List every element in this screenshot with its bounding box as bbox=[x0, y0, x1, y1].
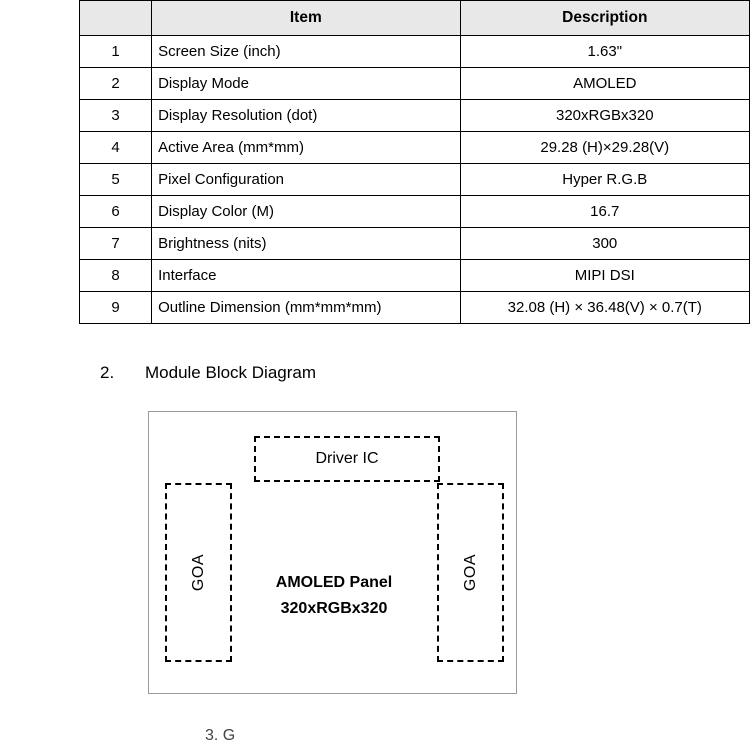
table-row bbox=[80, 196, 750, 228]
table-row bbox=[80, 36, 750, 68]
cell-no: 1 bbox=[80, 36, 152, 68]
cell-item: Active Area (mm*mm) bbox=[152, 132, 460, 164]
cell-desc: 1.63" bbox=[460, 36, 749, 68]
cell-item: Screen Size (inch) bbox=[152, 36, 460, 68]
next-section-partial: 3. G bbox=[205, 727, 236, 744]
cell-desc: 32.08 (H) × 36.48(V) × 0.7(T) bbox=[460, 292, 749, 324]
cell-no: 2 bbox=[80, 68, 152, 100]
table-row bbox=[80, 292, 750, 324]
cell-item: Display Resolution (dot) bbox=[152, 100, 460, 132]
table-row bbox=[80, 164, 750, 196]
cell-no: 9 bbox=[80, 292, 152, 324]
column-header-description: Description bbox=[460, 1, 749, 36]
column-header-no bbox=[80, 1, 152, 36]
cell-no: 3 bbox=[80, 100, 152, 132]
goa-right-block bbox=[437, 483, 504, 662]
cell-item: Interface bbox=[152, 260, 460, 292]
cell-no: 4 bbox=[80, 132, 152, 164]
driver-ic-block bbox=[254, 436, 440, 482]
cell-desc: 29.28 (H)×29.28(V) bbox=[460, 132, 749, 164]
table-row bbox=[80, 132, 750, 164]
table-row bbox=[80, 100, 750, 132]
page-title: Module Block Diagram bbox=[145, 363, 317, 382]
cell-no: 5 bbox=[80, 164, 152, 196]
panel-resolution: 320xRGBx320 bbox=[280, 600, 388, 617]
cell-item: Display Mode bbox=[152, 68, 460, 100]
section-number: 2. bbox=[100, 363, 115, 382]
section-heading bbox=[100, 363, 620, 383]
goa-left-label: GOA bbox=[189, 553, 207, 592]
module-block-diagram bbox=[148, 411, 517, 694]
driver-ic-label: Driver IC bbox=[315, 450, 379, 467]
cell-no: 7 bbox=[80, 228, 152, 260]
column-header-item: Item bbox=[152, 1, 460, 36]
table-row bbox=[80, 228, 750, 260]
cell-desc: AMOLED bbox=[460, 68, 749, 100]
table-row bbox=[80, 260, 750, 292]
cell-item: Display Color (M) bbox=[152, 196, 460, 228]
table-header-row bbox=[80, 1, 750, 36]
cell-no: 8 bbox=[80, 260, 152, 292]
cell-desc: 320xRGBx320 bbox=[460, 100, 749, 132]
cell-desc: 300 bbox=[460, 228, 749, 260]
cell-desc: Hyper R.G.B bbox=[460, 164, 749, 196]
amoled-panel-label bbox=[234, 570, 434, 622]
cell-item: Brightness (nits) bbox=[152, 228, 460, 260]
cell-item: Outline Dimension (mm*mm*mm) bbox=[152, 292, 460, 324]
specification-table bbox=[79, 0, 750, 324]
cell-desc: 16.7 bbox=[460, 196, 749, 228]
goa-left-block bbox=[165, 483, 232, 662]
panel-name: AMOLED Panel bbox=[275, 574, 393, 591]
table-row bbox=[80, 68, 750, 100]
cell-no: 6 bbox=[80, 196, 152, 228]
cell-item: Pixel Configuration bbox=[152, 164, 460, 196]
cell-desc: MIPI DSI bbox=[460, 260, 749, 292]
specification-table-container bbox=[79, 0, 750, 324]
goa-right-label: GOA bbox=[461, 553, 479, 592]
